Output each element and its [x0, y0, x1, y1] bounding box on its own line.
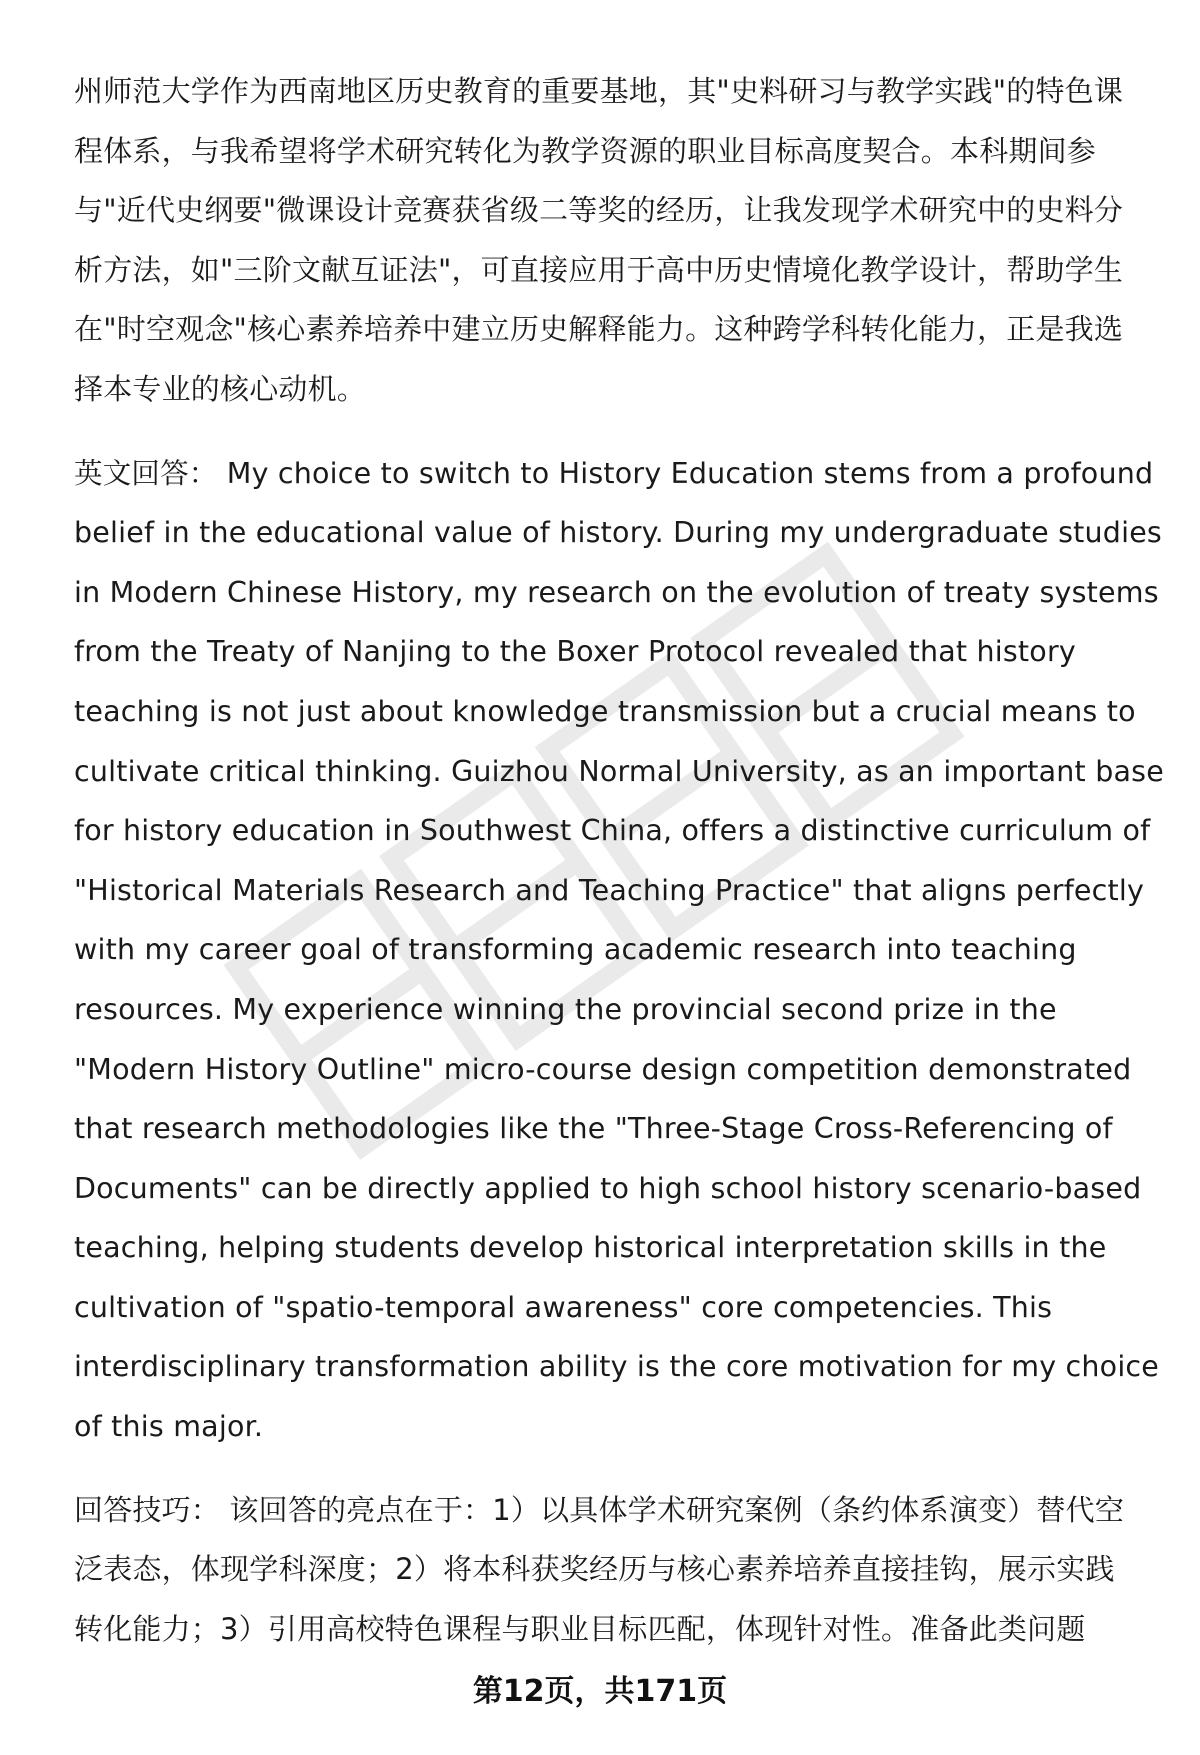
english-answer-text: My choice to switch to History Education stems from a profound belief in the educational value of history. During my undergraduate studies in Modern Chinese History, my research on the evolution of treaty systems from the Treaty of Nanjing to the Boxer Protocol revealed that history teaching is not just about knowledge transmission but a crucial means to cultivate critical thinking. Guizhou Normal University, as an important base for history education in Southwest China, offers a distinctive curriculum of "Historical Materials Research and Teaching Practice" that aligns perfectly with my career goal of transforming academic research into teaching resources. My experience winning the provincial second prize in the "Modern History Outline" micro-course design competition demonstrated that research methodologies like the "Three-Stage Cross-Referencing of Documents" can be directly applied to high school history scenario-based teaching, helping students develop historical interpretation skills in the cultivation of "spatio-temporal awareness" core competencies. This interdisciplinary transformation ability is the core motivation for my choice of this major. [74, 456, 1164, 1444]
paragraph-chinese-answer: 州师范大学作为西南地区历史教育的重要基地，其"史料研习与教学实践"的特色课 程体系，与我希望将学术研究转化为教学资源的职业目标高度契合。本科期间参 与"近代史纲要"微课设计竞赛获省级二等奖的经历，让我发现学术研究中的史料分 析方法，如"三阶文献互证法"，可直接应用于高中历史情境化教学设计，帮助学生 在"时空观念"核心素养培养中建立历史解释能力。这种跨学科转化能力，正是我选 择本专业的核心动机。 [74, 74, 1124, 406]
answer-tips-label: 回答技巧： [74, 1492, 221, 1527]
paragraph-answer-tips [74, 1481, 1164, 1660]
page-number: 第12页，共171页 [472, 1674, 728, 1709]
paragraph-english-answer [74, 444, 1164, 1457]
english-answer-label: 英文回答： [74, 456, 218, 490]
answer-tips-text: 该回答的亮点在于：1）以具体学术研究案例（条约体系演变）替代空 泛表态，体现学科深度；2）将本科获奖经历与核心素养培养直接挂钩，展示实践 转化能力；3）引用高校特色课程与职业目标匹配，体现针对性。准备此类问题 [74, 1492, 1125, 1646]
document-body [74, 62, 1164, 1683]
